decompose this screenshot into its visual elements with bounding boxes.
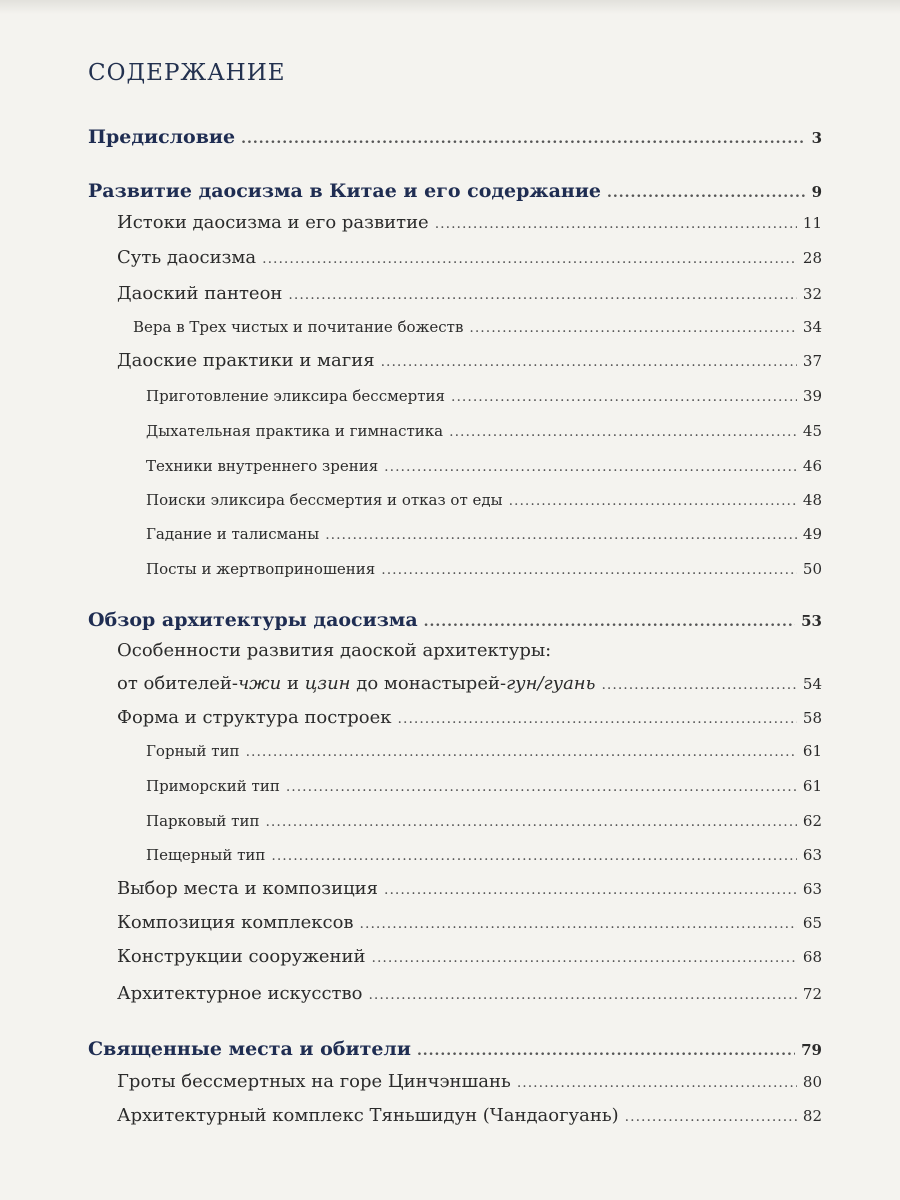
- entry-page: 28: [802, 249, 822, 267]
- entry-page: 46: [802, 457, 822, 475]
- dot-leader: [246, 744, 797, 760]
- dot-leader: [424, 614, 795, 630]
- dot-leader: [325, 527, 797, 543]
- entry-page: 61: [802, 742, 822, 760]
- entry-title: Пещерный тип: [146, 846, 266, 864]
- entry-page: 37: [802, 352, 822, 370]
- entry-page: 45: [802, 422, 822, 440]
- entry-title: Обзор архитектуры даосизма: [88, 609, 418, 631]
- entry-title: Форма и структура построек: [117, 707, 392, 728]
- dot-leader: [262, 251, 797, 267]
- dot-leader: [517, 1075, 797, 1091]
- toc-entry[interactable]: [146, 846, 822, 864]
- toc-entry[interactable]: [117, 912, 822, 933]
- entry-title: Парковый тип: [146, 812, 260, 830]
- entry-page: 82: [802, 1107, 822, 1125]
- toc-entry[interactable]: [146, 457, 822, 475]
- entry-title: от обителей-чжи и цзин до монастырей-гун/гуань: [117, 673, 596, 694]
- entry-title: Суть даосизма: [117, 247, 257, 268]
- entry-title: Приготовление эликсира бессмертия: [146, 387, 446, 405]
- dot-leader: [625, 1109, 797, 1125]
- toc-entry[interactable]: [117, 283, 822, 304]
- entry-page: 63: [802, 846, 822, 864]
- dot-leader: [601, 677, 796, 693]
- entry-title: Вера в Трех чистых и почитание божеств: [133, 318, 464, 336]
- toc-entry[interactable]: [88, 609, 822, 631]
- toc-entry[interactable]: [146, 560, 822, 578]
- toc-entry[interactable]: [117, 707, 822, 728]
- entry-page: 32: [802, 285, 822, 303]
- entry-title: Поиски эликсира бессмертия и отказ от еды: [146, 491, 503, 509]
- toc-entry[interactable]: [146, 491, 822, 509]
- entry-page: 9: [811, 183, 822, 201]
- dot-leader: [398, 711, 797, 727]
- entry-page: 63: [802, 880, 822, 898]
- dot-leader: [381, 562, 797, 578]
- toc-entry[interactable]: [146, 387, 822, 405]
- dot-leader: [286, 779, 797, 795]
- toc-entry[interactable]: [117, 212, 822, 233]
- entry-page: 72: [802, 985, 822, 1003]
- dot-leader: [435, 216, 797, 232]
- entry-title: Архитектурное искусство: [117, 983, 363, 1004]
- toc-entry[interactable]: [146, 812, 822, 830]
- entry-title: Гадание и талисманы: [146, 525, 320, 543]
- entry-title: Техники внутреннего зрения: [146, 457, 379, 475]
- entry-page: 62: [802, 812, 822, 830]
- entry-page: 53: [801, 612, 822, 630]
- toc-entry[interactable]: [117, 983, 822, 1004]
- entry-page: 68: [802, 948, 822, 966]
- entry-title-line1: Особенности развития даоской архитектуры:: [117, 640, 552, 661]
- entry-title: Дыхательная практика и гимнастика: [146, 422, 444, 440]
- toc-entry[interactable]: [117, 878, 822, 899]
- entry-page: 39: [802, 387, 822, 405]
- toc-entry[interactable]: [146, 742, 822, 760]
- dot-leader: [607, 185, 806, 201]
- entry-title: Даоские практики и магия: [117, 350, 375, 371]
- toc-entry[interactable]: [117, 673, 822, 694]
- entry-title: Композиция комплексов: [117, 912, 354, 933]
- entry-page: 61: [802, 777, 822, 795]
- entry-title: Священные места и обители: [88, 1038, 411, 1060]
- dot-leader: [381, 354, 797, 370]
- entry-title: Горный тип: [146, 742, 240, 760]
- toc-entry[interactable]: [88, 180, 822, 202]
- toc-entry[interactable]: [117, 1071, 822, 1092]
- dot-leader: [360, 916, 797, 932]
- dot-leader: [271, 848, 797, 864]
- entry-title: Гроты бессмертных на горе Цинчэншань: [117, 1071, 511, 1092]
- entry-page: 48: [802, 491, 822, 509]
- dot-leader: [368, 987, 796, 1003]
- dot-leader: [509, 493, 797, 509]
- entry-title: Истоки даосизма и его развитие: [117, 212, 429, 233]
- entry-title: Архитектурный комплекс Тяньшидун (Чандаогуань): [117, 1105, 619, 1126]
- entry-page: 65: [802, 914, 822, 932]
- toc-entry[interactable]: [146, 777, 822, 795]
- toc-entry[interactable]: [117, 946, 822, 967]
- dot-leader: [384, 459, 797, 475]
- entry-page: 58: [802, 709, 822, 727]
- dot-leader: [384, 882, 797, 898]
- entry-page: 49: [802, 525, 822, 543]
- toc-entry[interactable]: [88, 1038, 822, 1060]
- entry-title: Предисловие: [88, 126, 236, 148]
- toc-entry[interactable]: [117, 1105, 822, 1126]
- entry-page: 50: [802, 560, 822, 578]
- toc-entry[interactable]: [88, 126, 822, 148]
- dot-leader: [469, 320, 797, 336]
- page-title: СОДЕРЖАНИЕ: [88, 60, 286, 86]
- toc-entry[interactable]: [117, 247, 822, 268]
- entry-title: Даоский пантеон: [117, 283, 283, 304]
- toc-entry[interactable]: [133, 318, 822, 336]
- entry-page: 34: [802, 318, 822, 336]
- dot-leader: [265, 814, 796, 830]
- toc-entry[interactable]: [146, 422, 822, 440]
- entry-page: 80: [802, 1073, 822, 1091]
- page-top-edge: [0, 0, 900, 14]
- entry-page: 3: [811, 129, 822, 147]
- entry-page: 11: [802, 214, 822, 232]
- entry-title: Приморский тип: [146, 777, 280, 795]
- toc-entry[interactable]: [146, 525, 822, 543]
- entry-title: Развитие даосизма в Китае и его содержание: [88, 180, 602, 202]
- toc-entry[interactable]: [117, 350, 822, 371]
- entry-page: 79: [801, 1041, 822, 1059]
- dot-leader: [241, 131, 805, 147]
- entry-title: Конструкции сооружений: [117, 946, 366, 967]
- entry-page: 54: [802, 675, 822, 693]
- entry-title: Выбор места и композиция: [117, 878, 378, 899]
- dot-leader: [372, 950, 797, 966]
- dot-leader: [288, 287, 796, 303]
- dot-leader: [451, 389, 797, 405]
- entry-title: Посты и жертвоприношения: [146, 560, 376, 578]
- dot-leader: [417, 1043, 795, 1059]
- dot-leader: [449, 424, 797, 440]
